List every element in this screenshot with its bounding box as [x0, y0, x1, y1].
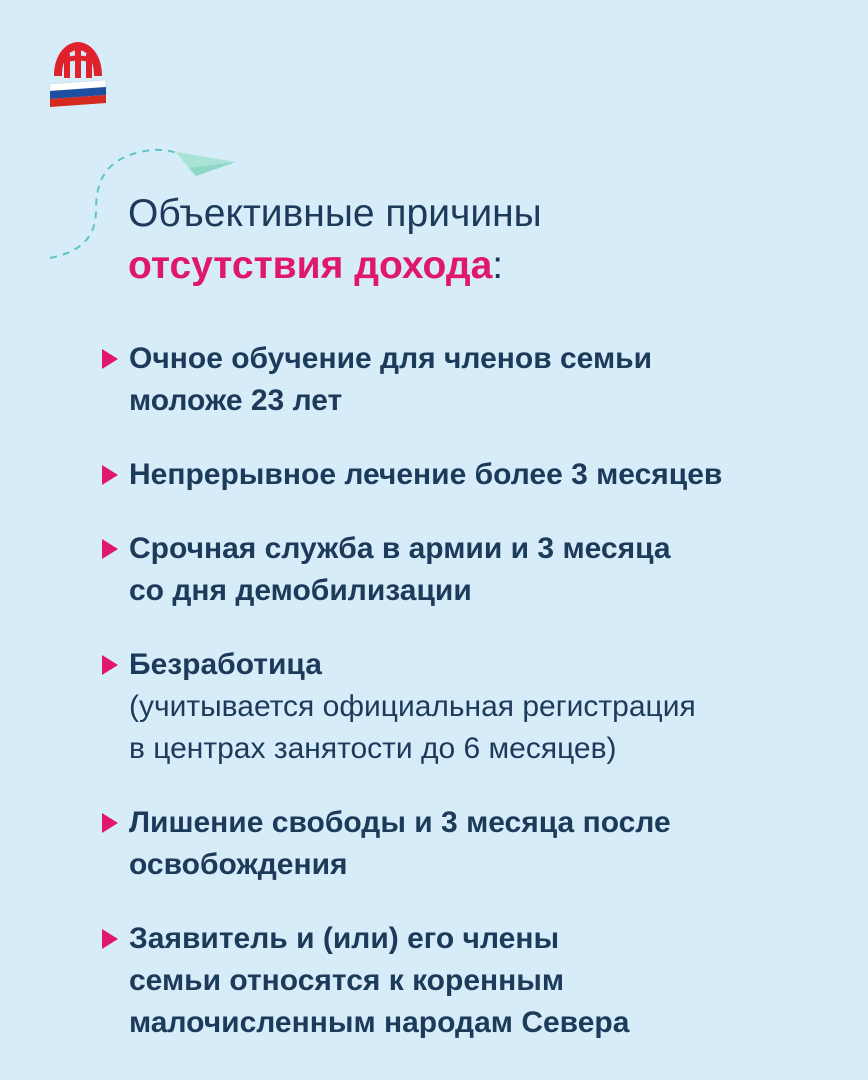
list-item — [100, 918, 840, 1044]
list-item — [100, 802, 840, 886]
paper-plane-icon — [176, 152, 236, 176]
bullet-triangle-icon — [102, 465, 118, 485]
item-text: со дня демобилизации — [129, 574, 472, 607]
item-text: моложе 23 лет — [129, 384, 343, 417]
title-accent: отсутствия дохода — [128, 244, 493, 287]
bullet-triangle-icon — [102, 349, 118, 369]
reasons-list — [100, 338, 840, 1044]
bullet-triangle-icon — [102, 929, 118, 949]
item-text: малочисленным народам Севера — [129, 1006, 630, 1039]
pfr-logo — [44, 36, 112, 112]
list-item — [100, 528, 840, 612]
item-text: Очное обучение для членов семьи — [129, 342, 653, 375]
list-item — [100, 338, 840, 422]
bullet-triangle-icon — [102, 655, 118, 675]
item-text: Срочная служба в армии и 3 месяца — [129, 532, 671, 565]
page-title — [128, 188, 542, 292]
item-note: в центрах занятости до 6 месяцев) — [129, 732, 617, 765]
item-text: Непрерывное лечение более 3 месяцев — [129, 458, 723, 491]
item-text: Безработица — [129, 648, 322, 681]
pfr-emblem-icon — [54, 42, 102, 78]
russian-flag-icon — [50, 80, 106, 107]
item-text: освобождения — [129, 848, 348, 881]
title-line-1: Объективные причины — [128, 192, 542, 235]
item-text: Лишение свободы и 3 месяца после — [129, 806, 671, 839]
item-note: (учитывается официальная регистрация — [129, 690, 696, 723]
item-text: семьи относятся к коренным — [129, 964, 565, 997]
bullet-triangle-icon — [102, 813, 118, 833]
list-item — [100, 644, 840, 770]
title-colon: : — [492, 244, 504, 287]
list-item — [100, 454, 840, 496]
bullet-triangle-icon — [102, 539, 118, 559]
item-text: Заявитель и (или) его члены — [129, 922, 560, 955]
